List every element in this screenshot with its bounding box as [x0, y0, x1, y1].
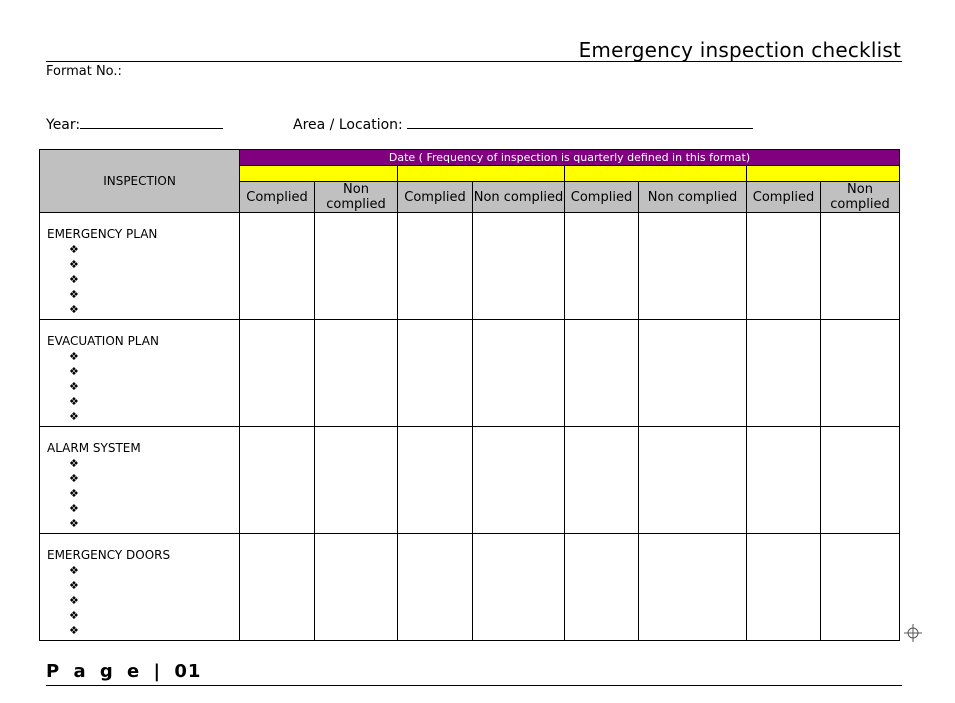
diamond-bullet-icon: ❖ — [69, 487, 79, 500]
complied-header: Complied — [398, 182, 473, 213]
non-complied-header: Non complied — [821, 182, 900, 213]
page-footer — [46, 661, 201, 682]
inspection-header: INSPECTION — [40, 150, 240, 213]
page-number: 01 — [174, 661, 202, 682]
table-row — [40, 534, 900, 641]
check-cell[interactable] — [398, 427, 473, 534]
check-cell[interactable] — [398, 213, 473, 320]
area-location-input-line[interactable] — [407, 114, 753, 129]
title-rule — [46, 61, 902, 62]
format-number-label: Format No.: — [46, 64, 122, 79]
inspection-table — [39, 149, 900, 641]
date-cell-q4[interactable] — [747, 166, 900, 182]
diamond-bullet-icon: ❖ — [69, 517, 79, 530]
footer-rule — [46, 685, 902, 686]
check-cell[interactable] — [398, 320, 473, 427]
check-cell[interactable] — [639, 534, 747, 641]
year-field — [46, 114, 223, 133]
area-location-field — [293, 114, 753, 133]
check-cell[interactable] — [565, 427, 639, 534]
complied-header: Complied — [565, 182, 639, 213]
check-cell[interactable] — [821, 534, 900, 641]
bullet-list — [47, 563, 239, 638]
non-complied-header: Non complied — [315, 182, 398, 213]
date-cell-q2[interactable] — [398, 166, 565, 182]
diamond-bullet-icon: ❖ — [69, 472, 79, 485]
section-title: EMERGENCY DOORS — [47, 548, 171, 562]
diamond-bullet-icon: ❖ — [69, 609, 79, 622]
year-label: Year: — [46, 117, 81, 133]
check-cell[interactable] — [398, 534, 473, 641]
check-cell[interactable] — [747, 213, 821, 320]
diamond-bullet-icon: ❖ — [69, 243, 79, 256]
complied-header: Complied — [240, 182, 315, 213]
diamond-bullet-icon: ❖ — [69, 258, 79, 271]
check-cell[interactable] — [747, 427, 821, 534]
diamond-bullet-icon: ❖ — [69, 395, 79, 408]
table-row — [40, 427, 900, 534]
diamond-bullet-icon: ❖ — [69, 350, 79, 363]
check-cell[interactable] — [565, 534, 639, 641]
diamond-bullet-icon: ❖ — [69, 624, 79, 637]
check-cell[interactable] — [821, 320, 900, 427]
check-cell[interactable] — [821, 213, 900, 320]
bullet-list — [47, 242, 239, 317]
section-title: EVACUATION PLAN — [47, 334, 159, 348]
non-complied-header: Non complied — [639, 182, 747, 213]
check-cell[interactable] — [315, 427, 398, 534]
diamond-bullet-icon: ❖ — [69, 579, 79, 592]
complied-header: Complied — [747, 182, 821, 213]
diamond-bullet-icon: ❖ — [69, 410, 79, 423]
diamond-bullet-icon: ❖ — [69, 502, 79, 515]
diamond-bullet-icon: ❖ — [69, 564, 79, 577]
check-cell[interactable] — [747, 320, 821, 427]
diamond-bullet-icon: ❖ — [69, 380, 79, 393]
check-cell[interactable] — [639, 427, 747, 534]
check-cell[interactable] — [240, 213, 315, 320]
diamond-bullet-icon: ❖ — [69, 594, 79, 607]
area-location-label: Area / Location: — [293, 117, 403, 133]
diamond-bullet-icon: ❖ — [69, 273, 79, 286]
section-emergency-plan — [40, 213, 240, 320]
table-row — [40, 213, 900, 320]
check-cell[interactable] — [473, 534, 565, 641]
check-cell[interactable] — [315, 320, 398, 427]
bullet-list — [47, 349, 239, 424]
section-evacuation-plan — [40, 320, 240, 427]
check-cell[interactable] — [747, 534, 821, 641]
check-cell[interactable] — [315, 213, 398, 320]
check-cell[interactable] — [639, 320, 747, 427]
document-title: Emergency inspection checklist — [578, 38, 901, 62]
check-cell[interactable] — [565, 320, 639, 427]
check-cell[interactable] — [240, 427, 315, 534]
diamond-bullet-icon: ❖ — [69, 457, 79, 470]
diamond-bullet-icon: ❖ — [69, 365, 79, 378]
table-row — [40, 320, 900, 427]
section-title: EMERGENCY PLAN — [47, 227, 158, 241]
check-cell[interactable] — [315, 534, 398, 641]
date-cell-q1[interactable] — [240, 166, 398, 182]
check-cell[interactable] — [821, 427, 900, 534]
date-header: Date ( Frequency of inspection is quarterly defined in this format) — [240, 150, 900, 166]
section-emergency-doors — [40, 534, 240, 641]
diamond-bullet-icon: ❖ — [69, 303, 79, 316]
non-complied-header: Non complied — [473, 182, 565, 213]
crosshair-icon — [904, 624, 922, 642]
date-cell-q3[interactable] — [565, 166, 747, 182]
bullet-list — [47, 456, 239, 531]
check-cell[interactable] — [639, 213, 747, 320]
page-word: P a g e | — [46, 661, 165, 682]
check-cell[interactable] — [473, 320, 565, 427]
diamond-bullet-icon: ❖ — [69, 288, 79, 301]
check-cell[interactable] — [240, 534, 315, 641]
check-cell[interactable] — [240, 320, 315, 427]
section-title: ALARM SYSTEM — [47, 441, 141, 455]
section-alarm-system — [40, 427, 240, 534]
check-cell[interactable] — [565, 213, 639, 320]
check-cell[interactable] — [473, 427, 565, 534]
check-cell[interactable] — [473, 213, 565, 320]
year-input-line[interactable] — [80, 114, 223, 129]
